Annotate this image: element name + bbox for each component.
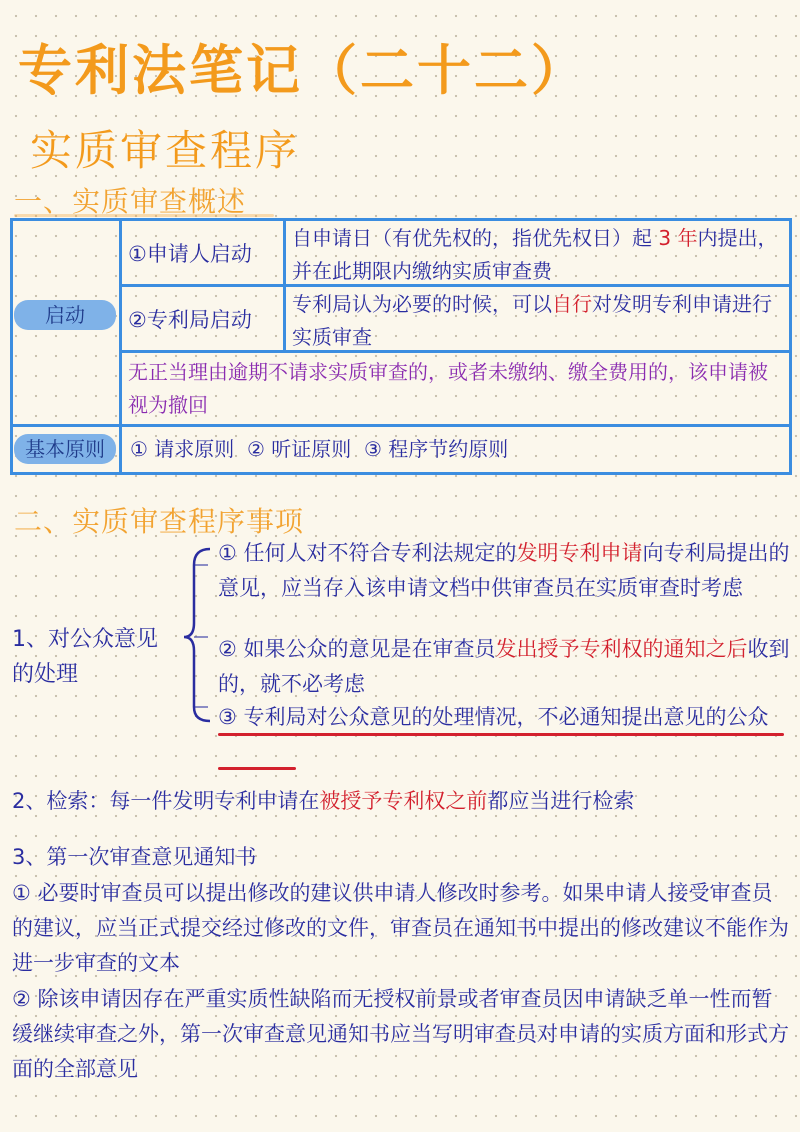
item3-paragraph-1: ① 必要时审查员可以提出修改的建议供申请人修改时参考。如果申请人接受审查员的建议，应当正式提交经过修改的文件，审查员在通知书中提出的修改建议不能作为进一步审查的文本 bbox=[12, 881, 789, 975]
start-item-1-text: 自申请日（有优先权的，指优先权日）起 3 年内提出，并在此期限内缴纳实质审查费 bbox=[292, 226, 778, 283]
item2-search: 2、检索：每一件发明专利申请在被授予专利权之前都应当进行检索 bbox=[12, 789, 635, 813]
item1-label-line2: 的处理 bbox=[12, 662, 79, 687]
section2-heading: 二、实质审查程序事项 bbox=[14, 505, 305, 538]
page-subtitle: 实质审查程序 bbox=[30, 126, 301, 175]
item3-heading: 3、第一次审查意见通知书 bbox=[12, 845, 257, 869]
item1-p3-underline-2 bbox=[218, 767, 296, 770]
basic-principles: ① 请求原则 ② 听证原则 ③ 程序节约原则 bbox=[130, 437, 509, 461]
item1-paragraph-3: ③ 专利局对公众意见的处理情况，不必通知提出意见的公众 bbox=[218, 705, 769, 729]
item1-paragraph-2: ② 如果公众的意见是在审查员发出授予专利权的通知之后收到的，就不必考虑 bbox=[218, 637, 790, 696]
page-title: 专利法笔记（二十二） bbox=[18, 39, 588, 102]
item1-paragraph-1: ① 任何人对不符合专利法规定的发明专利申请向专利局提出的意见，应当存入该申请文档中供审查员在实质审查时考虑 bbox=[218, 541, 790, 600]
start-item-1-label: ①申请人启动 bbox=[128, 242, 252, 266]
withdraw-note: 无正当理由逾期不请求实质审查的，或者未缴纳、缴全费用的，该申请被视为撤回 bbox=[128, 360, 768, 417]
item1-label-line1: 1、对公众意见 bbox=[12, 627, 158, 652]
item3-paragraph-2: ② 除该申请因存在严重实质性缺陷而无授权前景或者审查员因申请缺乏单一性而暂缓继续审查之外，第一次审查意见通知书应当写明审查员对申请的实质方面和形式方面的全部意见 bbox=[12, 987, 789, 1081]
section1-heading: 一、实质审查概述 bbox=[14, 185, 247, 218]
row-label-start: 启动 bbox=[14, 300, 116, 330]
brace-bracket bbox=[180, 545, 214, 725]
start-item-2-text: 专利局认为必要的时候，可以自行对发明专利申请进行实质审查 bbox=[292, 292, 772, 349]
item1-p3-underline-1 bbox=[218, 733, 784, 736]
section1-heading-underline bbox=[14, 214, 274, 217]
row-label-basic-principles: 基本原则 bbox=[14, 434, 116, 464]
start-item-2-label: ②专利局启动 bbox=[128, 308, 252, 332]
